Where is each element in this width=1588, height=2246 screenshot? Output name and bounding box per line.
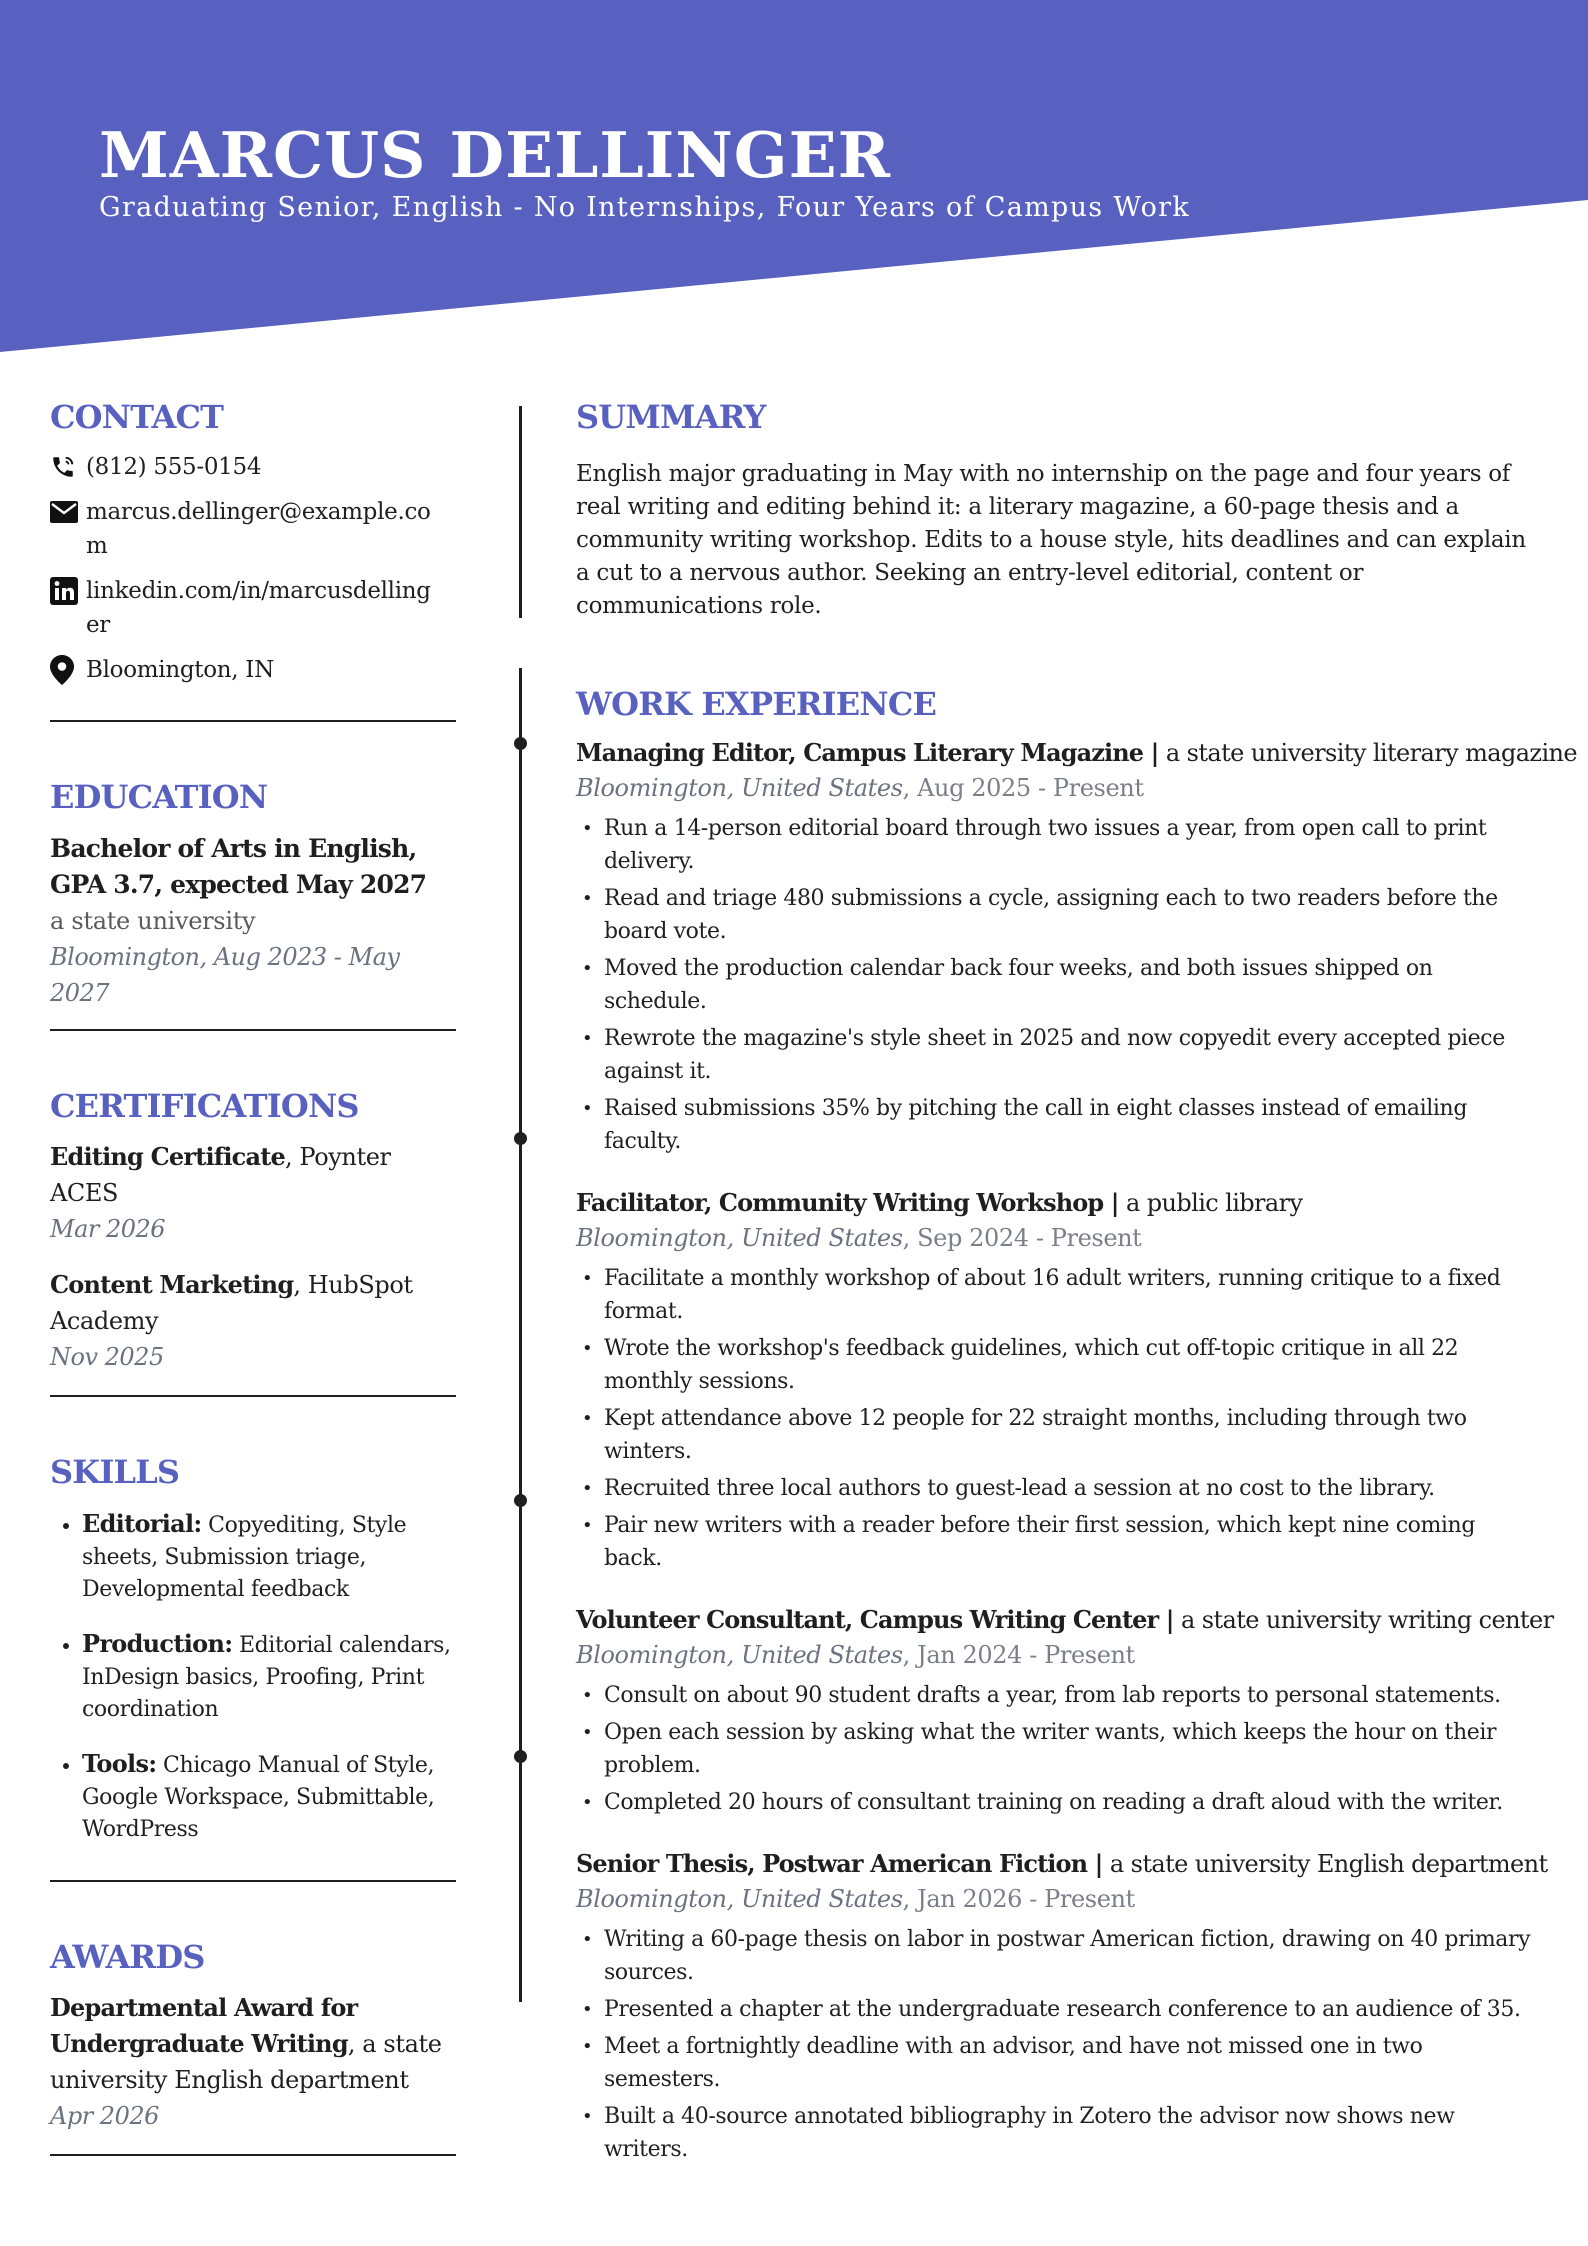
job-separator: | bbox=[1103, 1187, 1126, 1217]
experience-heading: WORK EXPERIENCE bbox=[576, 685, 937, 724]
job-org: a state university writing center bbox=[1181, 1605, 1554, 1634]
job-bullet: • Writing a 60-page thesis on labor in postwar American fiction, drawing on 40 primary sources. bbox=[604, 1923, 1536, 1989]
phone-icon bbox=[50, 450, 86, 484]
candidate-subtitle: Graduating Senior, English - No Internships, Four Years of Campus Work bbox=[99, 192, 1190, 223]
contact-email[interactable] bbox=[50, 495, 456, 563]
linkedin-text: linkedin.com/in/marcusdellinger bbox=[86, 578, 431, 639]
job-role: Volunteer Consultant, Campus Writing Center bbox=[576, 1604, 1159, 1634]
skill-group-label: Production: bbox=[82, 1628, 233, 1658]
job-bullets bbox=[576, 1923, 1536, 2166]
job-bullets bbox=[576, 1679, 1536, 1819]
certification-date: Mar 2026 bbox=[50, 1215, 166, 1244]
job-bullet: • Moved the production calendar back four weeks, and both issues shipped on schedule. bbox=[604, 952, 1536, 1018]
job-org: a state university English department bbox=[1109, 1849, 1548, 1878]
job-bullet: • Open each session by asking what the writer wants, which keeps the hour on their problem. bbox=[604, 1716, 1536, 1782]
summary-section bbox=[576, 398, 1536, 623]
candidate-name: MARCUS DELLINGER bbox=[99, 118, 891, 192]
skill-group bbox=[82, 1628, 456, 1726]
job-role: Facilitator, Community Writing Workshop bbox=[576, 1187, 1104, 1217]
certification-name: Editing Certificate bbox=[50, 1142, 285, 1172]
job-org: a state university literary magazine bbox=[1165, 738, 1577, 767]
certification-item bbox=[50, 1139, 456, 1247]
skill-group-label: Editorial: bbox=[82, 1508, 202, 1538]
job-bullet: • Facilitate a monthly workshop of about 16 adult writers, running critique to a fixed format. bbox=[604, 1262, 1536, 1328]
job-dates: , Jan 2024 - Present bbox=[902, 1640, 1135, 1669]
certifications-heading: CERTIFICATIONS bbox=[50, 1086, 359, 1125]
timeline-dot bbox=[514, 1132, 527, 1145]
job-title-line bbox=[576, 1186, 1536, 1220]
skill-group-values: Copyediting, Style sheets, Submission triage, Developmental feedback bbox=[82, 1512, 407, 1602]
location-text: Bloomington, IN bbox=[86, 657, 274, 684]
right-column bbox=[576, 398, 1577, 2170]
skill-group bbox=[82, 1508, 456, 1606]
skill-group-values: Chicago Manual of Style, Google Workspace, Submittable, WordPress bbox=[82, 1752, 435, 1842]
summary-divider-line bbox=[519, 406, 522, 618]
job-bullet: • Raised submissions 35% by pitching the call in eight classes instead of emailing faculty. bbox=[604, 1092, 1536, 1158]
job-location: Bloomington, United States bbox=[576, 773, 903, 802]
contact-phone[interactable] bbox=[50, 450, 456, 484]
job-title-line bbox=[576, 1847, 1548, 1881]
job-bullet: • Wrote the workshop's feedback guidelines, which cut off-topic critique in all 22 monthly sessions. bbox=[604, 1332, 1536, 1398]
job-meta bbox=[576, 1881, 1536, 1917]
contact-heading: CONTACT bbox=[50, 398, 224, 436]
job-bullet: • Built a 40-source annotated bibliography in Zotero the advisor now shows new writers. bbox=[604, 2100, 1536, 2166]
education-place-dates: Bloomington, Aug 2023 - May 2027 bbox=[50, 942, 400, 1007]
job-separator: | bbox=[1143, 737, 1166, 767]
job-bullet: • Consult on about 90 student drafts a year, from lab reports to personal statements. bbox=[604, 1679, 1536, 1712]
location-pin-icon bbox=[50, 653, 86, 687]
job-dates: , Aug 2025 - Present bbox=[902, 773, 1144, 802]
award-org: , a state university English department bbox=[50, 2029, 442, 2094]
job-meta bbox=[576, 1220, 1536, 1256]
education-school: a state university bbox=[50, 906, 256, 935]
contact-linkedin[interactable] bbox=[50, 574, 456, 642]
job-dates: , Jan 2026 - Present bbox=[902, 1884, 1135, 1913]
job-bullet: • Recruited three local authors to guest-lead a session at no cost to the library. bbox=[604, 1472, 1536, 1505]
timeline-dot bbox=[514, 1750, 527, 1763]
education-degree: Bachelor of Arts in English, GPA 3.7, expected May 2027 bbox=[50, 833, 427, 899]
timeline-dot bbox=[514, 1494, 527, 1507]
job-title-line bbox=[576, 736, 1577, 770]
job-bullet: • Pair new writers with a reader before their first session, which kept nine coming back. bbox=[604, 1509, 1536, 1575]
mail-icon bbox=[50, 495, 86, 529]
certification-name: Content Marketing bbox=[50, 1270, 294, 1300]
job-entry bbox=[576, 1603, 1554, 1819]
linkedin-icon bbox=[50, 574, 86, 608]
skill-group-values: Editorial calendars, InDesign basics, Proofing, Print coordination bbox=[82, 1632, 451, 1722]
job-separator: | bbox=[1087, 1848, 1110, 1878]
experience-section bbox=[576, 685, 1577, 2165]
certification-issuer: , HubSpot Academy bbox=[50, 1271, 413, 1336]
awards-section bbox=[50, 1938, 456, 2156]
job-bullets bbox=[576, 812, 1536, 1158]
contact-location bbox=[50, 653, 456, 687]
job-bullet: • Meet a fortnightly deadline with an advisor, and have not missed one in two semesters. bbox=[604, 2030, 1536, 2096]
award-name: Departmental Award for Undergraduate Writing bbox=[50, 1992, 358, 2058]
job-bullets bbox=[576, 1262, 1536, 1575]
email-text: marcus.dellinger@example.com bbox=[86, 499, 431, 560]
award-item bbox=[50, 1990, 456, 2154]
job-title-line bbox=[576, 1603, 1554, 1637]
skill-group bbox=[82, 1748, 456, 1846]
job-location: Bloomington, United States bbox=[576, 1640, 903, 1669]
skills-section bbox=[50, 1453, 456, 1881]
job-entry bbox=[576, 1847, 1548, 2166]
job-org: a public library bbox=[1126, 1188, 1303, 1217]
job-separator: | bbox=[1158, 1604, 1182, 1634]
phone-text: (812) 555-0154 bbox=[86, 454, 262, 481]
job-bullet: • Kept attendance above 12 people for 22 straight months, including through two winters. bbox=[604, 1402, 1536, 1468]
job-entry bbox=[576, 736, 1577, 1158]
skills-heading: SKILLS bbox=[50, 1453, 180, 1492]
skill-group-label: Tools: bbox=[82, 1748, 157, 1778]
education-section bbox=[50, 778, 456, 1030]
job-meta bbox=[576, 1637, 1536, 1673]
education-heading: EDUCATION bbox=[50, 778, 268, 817]
summary-text: English major graduating in May with no internship on the page and four years of real writing and editing behind it: a literary magazine, a 60-page thesis and a community writing workshop. Edits to a house style, hits deadlines and can explain a cut to a nervous author. Seeking an entry-level editorial, content or communications role. bbox=[576, 461, 1526, 620]
job-dates: , Sep 2024 - Present bbox=[902, 1223, 1142, 1252]
timeline-dot bbox=[514, 737, 527, 750]
award-date: Apr 2026 bbox=[50, 2101, 159, 2130]
job-role: Managing Editor, Campus Literary Magazine bbox=[576, 737, 1144, 767]
experience-timeline-line bbox=[519, 668, 522, 2002]
job-location: Bloomington, United States bbox=[576, 1884, 903, 1913]
summary-heading: SUMMARY bbox=[576, 398, 766, 436]
job-bullet: • Completed 20 hours of consultant training on reading a draft aloud with the writer. bbox=[604, 1786, 1536, 1819]
certification-date: Nov 2025 bbox=[50, 1343, 164, 1372]
job-bullet: • Run a 14-person editorial board through two issues a year, from open call to print delivery. bbox=[604, 812, 1536, 878]
certification-issuer: , Poynter ACES bbox=[50, 1143, 391, 1208]
job-bullet: • Read and triage 480 submissions a cycle, assigning each to two readers before the board vote. bbox=[604, 882, 1536, 948]
certification-item bbox=[50, 1267, 456, 1375]
job-entry bbox=[576, 1186, 1536, 1575]
certifications-section bbox=[50, 1087, 456, 1397]
left-column bbox=[50, 398, 456, 2156]
contact-section bbox=[50, 398, 456, 722]
awards-heading: AWARDS bbox=[50, 1937, 205, 1976]
job-location: Bloomington, United States bbox=[576, 1223, 903, 1252]
job-role: Senior Thesis, Postwar American Fiction bbox=[576, 1848, 1088, 1878]
job-bullet: • Presented a chapter at the undergraduate research conference to an audience of 35. bbox=[604, 1993, 1536, 2026]
job-bullet: • Rewrote the magazine's style sheet in 2025 and now copyedit every accepted piece against it. bbox=[604, 1022, 1536, 1088]
job-meta bbox=[576, 770, 1536, 806]
